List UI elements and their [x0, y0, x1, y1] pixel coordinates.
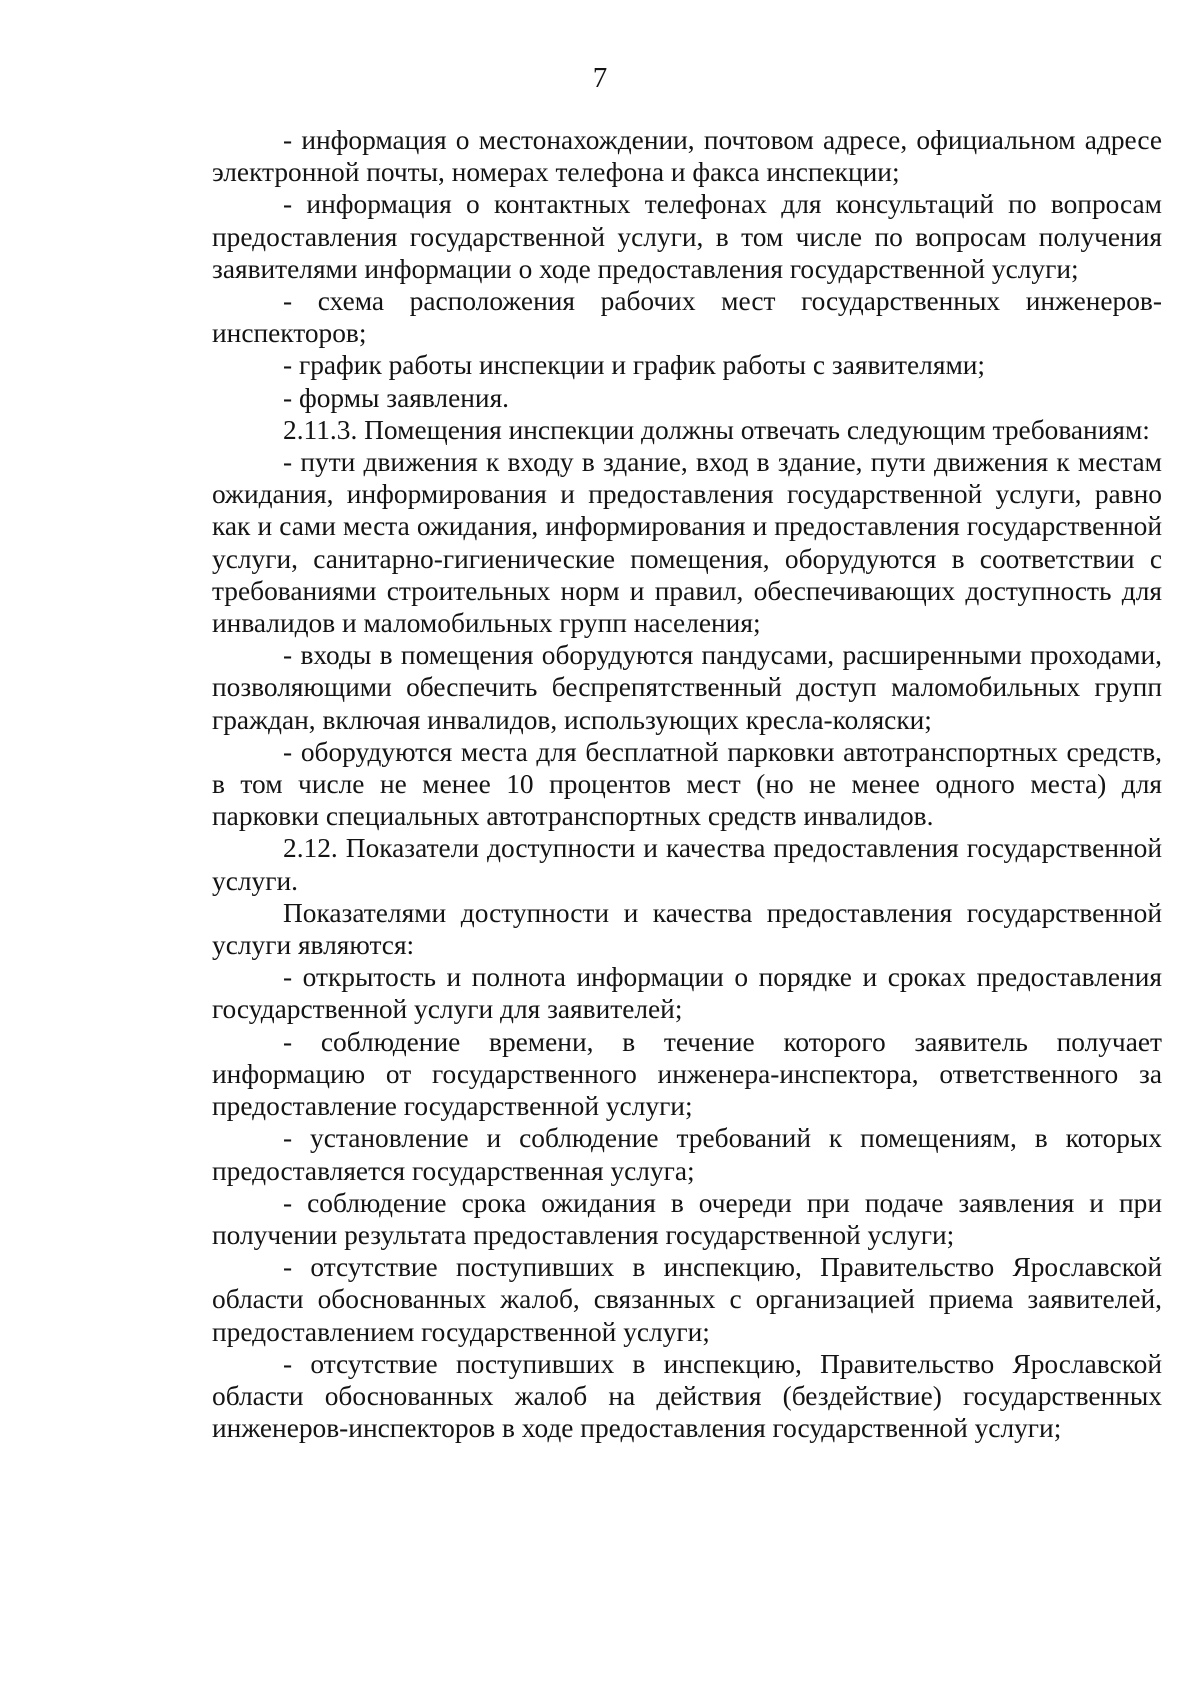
paragraph-time-compliance: - соблюдение времени, в течение которого заявитель получает информацию от государственного инженера-инспектора, ответственного за предоставление государственной услуги; [212, 1026, 1162, 1122]
paragraph-openness: - открытость и полнота информации о порядке и сроках предоставления государственной услуги для заявителей; [212, 962, 1162, 1025]
paragraph-no-complaints-actions: - отсутствие поступивших в инспекцию, Правительство Ярославской области обоснованных жалоб на действия (бездействие) государственных инженеров-инспекторов в ходе предоставления государственной услуги; [212, 1348, 1162, 1444]
paragraph-no-complaints-organization: - отсутствие поступивших в инспекцию, Правительство Ярославской области обоснованных жалоб, связанных с организацией приема заявителей, предоставлением государственной услуги; [212, 1252, 1162, 1347]
paragraph-parking: - оборудуются места для бесплатной парковки автотранспортных средств, в том числе не менее 10 процентов мест (но не менее одного места) для парковки специальных автотранспортных средств инвалидов. [212, 736, 1162, 832]
paragraph-movement-paths: - пути движения к входу в здание, вход в здание, пути движения к местам ожидания, информирования и предоставления государственной услуги, равно как и сами места ожидания, информирования и предоставления государственной услуги, санитарно-гигиенические помещения, оборудуются в соответствии с требованиями строительных норм и правил, обеспечивающих доступность для инвалидов и маломобильных групп населения; [212, 447, 1162, 639]
page-number: 7 [592, 62, 608, 94]
paragraph-premises-requirements: - установление и соблюдение требований к помещениям, в которых предоставляется государственная услуга; [212, 1123, 1162, 1186]
paragraph-indicators-intro: Показателями доступности и качества предоставления государственной услуги являются: [212, 897, 1162, 961]
paragraph-entrances-ramps: - входы в помещения оборудуются пандусами, расширенными проходами, позволяющими обеспечить беспрепятственный доступ маломобильных групп граждан, включая инвалидов, использующих кресла-коляски; [212, 640, 1162, 735]
paragraph-work-schedule: - график работы инспекции и график работы с заявителями; [283, 350, 986, 381]
paragraph-application-forms: - формы заявления. [283, 382, 510, 413]
paragraph-queue-time: - соблюдение срока ожидания в очереди при подаче заявления и при получении результата предоставления государственной услуги; [212, 1187, 1162, 1250]
paragraph-workplace-scheme: - схема расположения рабочих мест государственных инженеров-инспекторов; [212, 286, 1162, 349]
paragraph-section-2-11-3: 2.11.3. Помещения инспекции должны отвечать следующим требованиям: [283, 414, 1150, 445]
paragraph-info-phones: - информация о контактных телефонах для консультаций по вопросам предоставления государственной услуги, в том числе по вопросам получения заявителями информации о ходе предоставления государственной услуги; [212, 189, 1162, 284]
document-body [212, 124, 1162, 1444]
paragraph-section-2-12: 2.12. Показатели доступности и качества предоставления государственной услуги. [212, 833, 1162, 896]
paragraph-info-location: - информация о местонахождении, почтовом адресе, официальном адресе электронной почты, номерах телефона и факса инспекции; [212, 125, 1162, 188]
